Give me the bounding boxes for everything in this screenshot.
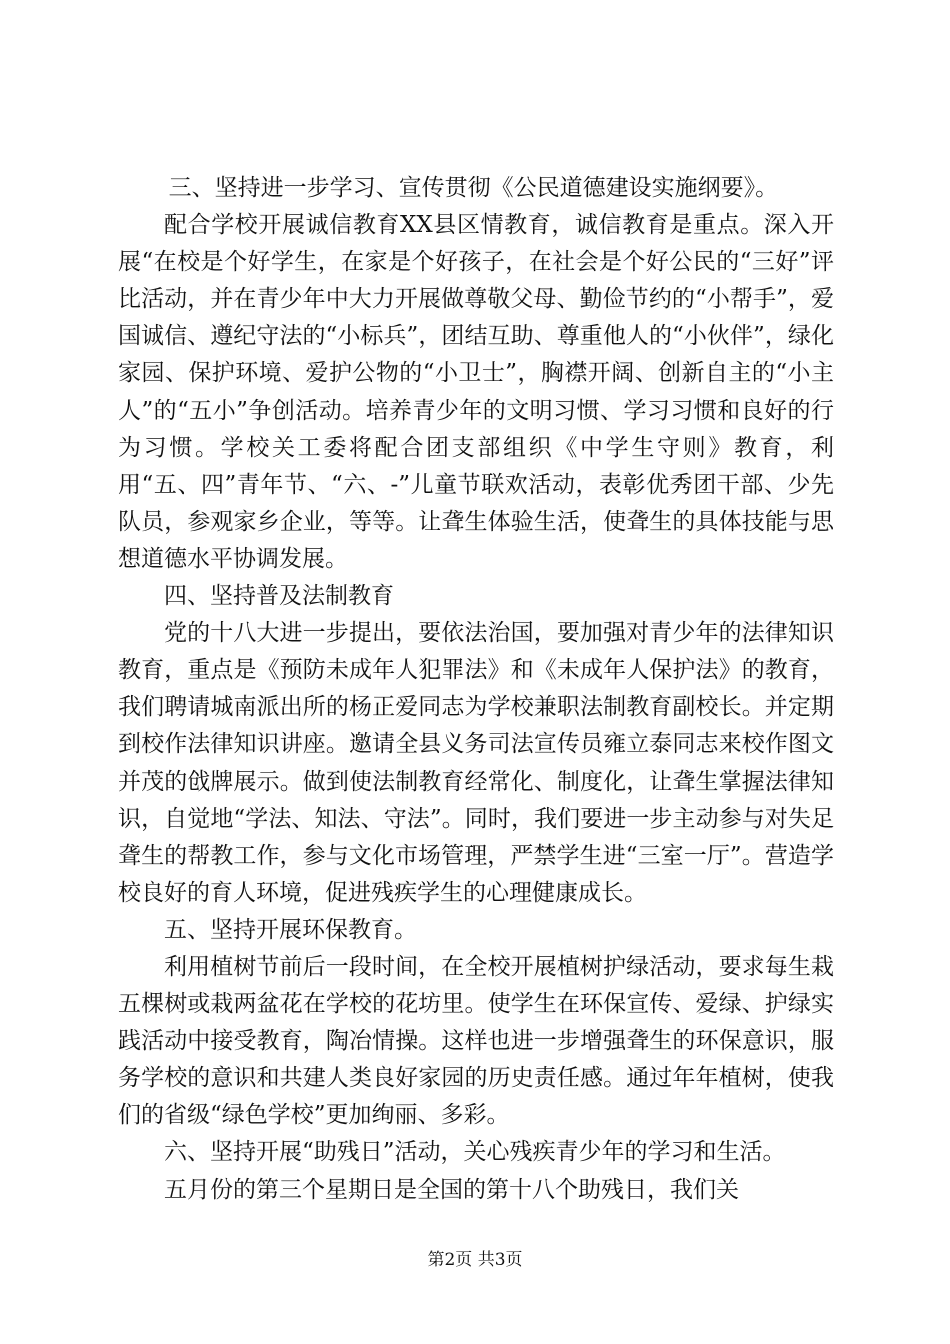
paragraph-heading-3: 三、坚持进一步学习、宣传贯彻《公民道德建设实施纲要》。 [168,175,779,201]
paragraph-heading-5: 五、坚持开展环保教育。 [164,916,417,943]
paragraph-integrity-education: 配合学校开展诚信教育XX县区情教育，诚信教育是重点。深入开展“在校是个好学生，在家是个好孩子，在社会是个好公民的“三好”评比活动，并在青少年中大力开展做尊敬父母、勤俭节约的“小帮手”，爱国诚信、遵纪守法的“小标兵”，团结互助、尊重他人的“小伙伴”，绿化家园、保护环境、爱护公物的“小卫士”，胸襟开阔、创新自主的“小主人”的“五小”争创活动。培养青少年的文明习惯、学习习惯和良好的行为习惯。学校关工委将配合团支部组织《中学生守则》教育，利用“五、四”青年节、“六、-”儿童节联欢活动，表彰优秀团干部、少先队员，参观家乡企业，等等。让聋生体验生活，使聋生的具体技能与思想道德水平协调发展。 [118,212,834,572]
paragraph-heading-6: 六、坚持开展“助残日”活动，关心残疾青少年的学习和生活。 [164,1139,786,1166]
paragraph-heading-4: 四、坚持普及法制教育 [164,583,394,610]
paragraph-disability-day: 五月份的第三个星期日是全国的第十八个助残日，我们关 [164,1176,739,1203]
paragraph-legal-education: 党的十八大进一步提出，要依法治国，要加强对青少年的法律知识教育，重点是《预防未成年人犯罪法》和《未成年人保护法》的教育，我们聘请城南派出所的杨正爱同志为学校兼职法制教育副校长。并定期到校作法律知识讲座。邀请全县义务司法宣传员雍立泰同志来校作图文并茂的戗牌展示。做到使法制教育经常化、制度化，让聋生掌握法律知识，自觉地“学法、知法、守法”。同时，我们要进一步主动参与对失足聋生的帮教工作，参与文化市场管理，严禁学生进“三室一厅”。营造学校良好的育人环境，促进残疾学生的心理健康成长。 [118,620,834,906]
paragraph-environment-education: 利用植树节前后一段时间，在全校开展植树护绿活动，要求每生栽五棵树或栽两盆花在学校的花坊里。使学生在环保宣传、爱绿、护绿实践活动中接受教育，陶冶情操。这样也进一步增强聋生的环保意识，服务学校的意识和共建人类良好家园的历史责任感。通过年年植树，使我们的省级“绿色学校”更加绚丽、多彩。 [118,953,834,1129]
page-number-footer: 第2页 共3页 [427,1250,523,1270]
document-body [118,170,834,1209]
